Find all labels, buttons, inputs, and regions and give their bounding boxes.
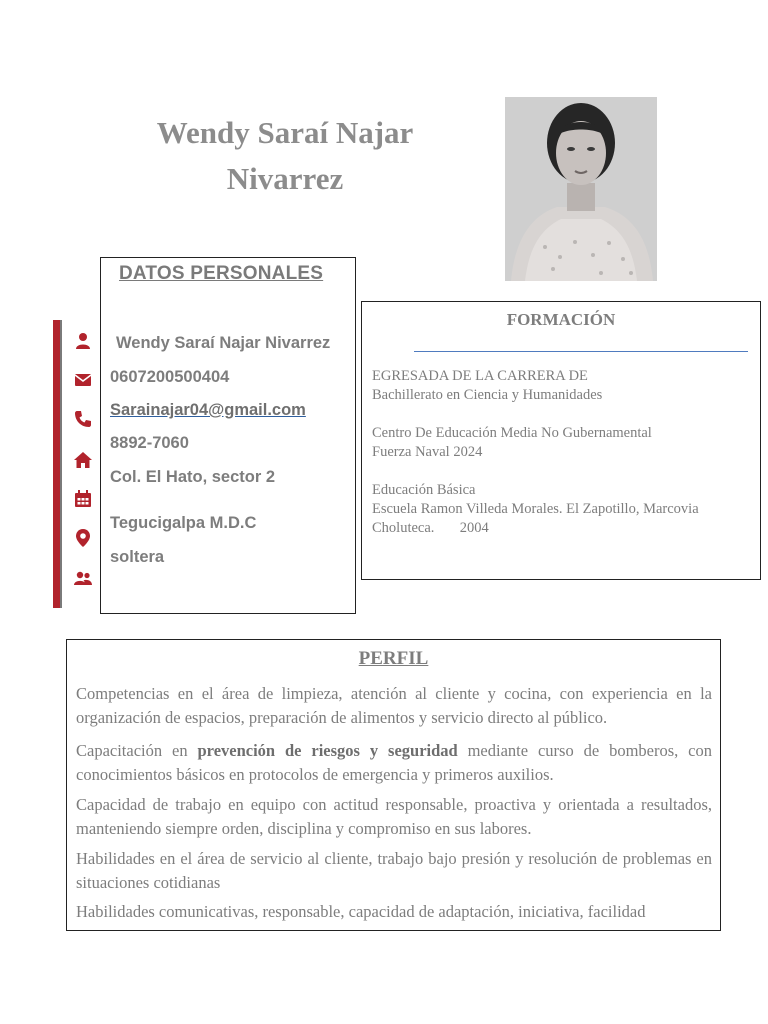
profile-highlight: prevención de riesgos y seguridad [197, 741, 458, 760]
phone-value: 8892-7060 [110, 434, 189, 452]
profile-text: mediante curso de bomberos, con conocimientos básicos en protocolos de emergencia y primeros auxilios. [76, 741, 712, 784]
user-icon [73, 331, 93, 351]
education-line: Centro De Educación Media No Gubernamental [372, 425, 652, 441]
education-heading: FORMACIÓN [506, 310, 616, 329]
profile-paragraph [76, 739, 712, 787]
personal-data-section [100, 257, 356, 614]
home-icon [73, 450, 93, 470]
name-line-1: Wendy Saraí Najar [156, 115, 414, 150]
profile-paragraph: Habilidades comunicativas, responsable, capacidad de adaptación, iniciativa, facilidad [76, 902, 646, 921]
address-value: Col. El Hato, sector 2 [110, 468, 276, 486]
page-title [100, 110, 470, 202]
education-line: Fuerza Naval 2024 [372, 444, 483, 460]
full-name-value: Wendy Saraí Najar Nivarrez [116, 334, 331, 352]
profile-paragraph: Habilidades en el área de servicio al cliente, trabajo bajo presión y resolución de problemas en situaciones cotidianas [76, 849, 712, 892]
city-value: Tegucigalpa M.D.C [110, 514, 257, 532]
profile-text: Capacitación en [76, 741, 198, 760]
phone-icon [73, 409, 93, 429]
education-line: EGRESADA DE LA CARRERA DE [372, 368, 588, 384]
education-section [361, 301, 761, 580]
education-line: Choluteca. 2004 [372, 520, 489, 536]
accent-bar [53, 320, 62, 608]
profile-section [66, 639, 721, 931]
users-icon [73, 568, 93, 588]
name-line-2: Nivarrez [226, 161, 344, 196]
email-link[interactable]: Sarainajar04@gmail.com [110, 401, 306, 419]
calendar-icon [73, 489, 93, 509]
personal-data-heading: DATOS PERSONALES [119, 263, 324, 284]
profile-paragraph: Capacidad de trabajo en equipo con actitud responsable, proactiva y orientada a resultados, manteniendo siempre orden, disciplina y compromiso en sus labores. [76, 795, 712, 838]
id-number-value: 0607200500404 [110, 368, 230, 386]
education-line: Bachillerato en Ciencia y Humanidades [372, 387, 603, 403]
education-line: Educación Básica [372, 482, 476, 498]
envelope-icon [73, 370, 93, 390]
location-pin-icon [73, 528, 93, 548]
profile-paragraph: Competencias en el área de limpieza, atención al cliente y cocina, con experiencia en la organización de espacios, preparación de alimentos y servicio directo al público. [76, 684, 712, 727]
education-divider [414, 351, 748, 352]
profile-photo [505, 97, 657, 281]
profile-heading: PERFIL [358, 648, 429, 669]
marital-status-value: soltera [110, 548, 165, 566]
education-line: Escuela Ramon Villeda Morales. El Zapotillo, Marcovia [372, 501, 699, 517]
